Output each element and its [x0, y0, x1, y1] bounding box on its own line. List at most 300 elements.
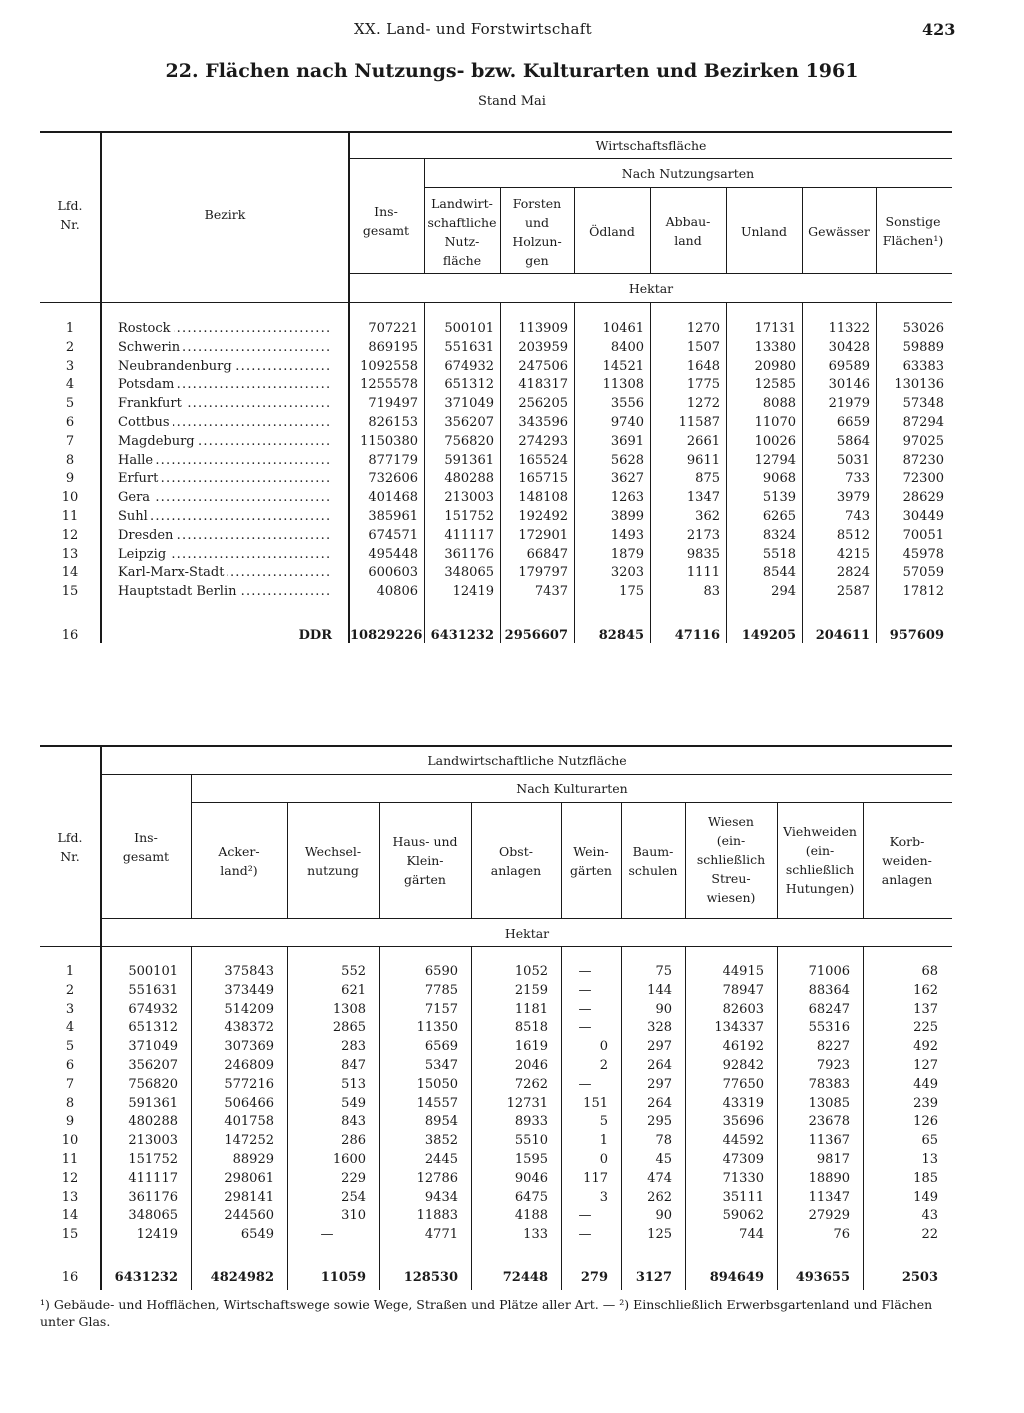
footnotes: ¹) Gebäude- und Hofflächen, Wirtschaftswege sowie Wege, Straßen und Plätze aller Art. — ²) Einschließlich Erwerbsgartenland und Flächen unter Glas.: [40, 1297, 933, 1329]
t1-cell: 8512: [836, 527, 870, 543]
t2-total-cell: 6431232: [114, 1270, 178, 1285]
t2-cell: 13085: [808, 1095, 850, 1111]
t1-total-nr: 16: [61, 628, 79, 643]
t1-cell: 213003: [444, 490, 494, 506]
t1-row-bezirk: [118, 526, 332, 545]
t1-row-nr: 15: [61, 584, 79, 600]
t1-cell: 87230: [902, 452, 944, 468]
t2-cell: 264: [647, 1058, 672, 1073]
t2-cell: 78383: [808, 1076, 850, 1092]
t1-cell: 294: [771, 584, 796, 600]
t1-bezirk-name: Rostock: [118, 321, 174, 336]
t1-row-nr: 1: [65, 321, 75, 336]
t1-cell: 165524: [518, 452, 568, 468]
t1-cell: 69589: [828, 358, 870, 374]
t1-col-rule: [500, 187, 501, 273]
t1-cell: 826153: [368, 415, 418, 430]
t2-cell: 286: [341, 1133, 366, 1149]
t1-cell: 5031: [836, 452, 870, 468]
t2-col-header: Wechsel- nutzung: [304, 844, 362, 878]
t1-cell: 30428: [828, 339, 870, 355]
t2-cell: 90: [655, 1001, 672, 1017]
t1-cell: 6659: [836, 415, 870, 430]
t1-col-rule: [876, 303, 877, 643]
t1-col-rule: [726, 303, 727, 643]
t2-col-header: Obst- anlagen: [490, 844, 542, 878]
t2-row-nr: 12: [61, 1170, 79, 1186]
t2-cell: 744: [739, 1227, 764, 1243]
t2-cell: 213003: [128, 1133, 178, 1149]
t1-cell: 591361: [444, 452, 494, 468]
t2-row-nr: 7: [65, 1076, 75, 1092]
t1-col-header: Landwirt- schaftliche Nutz- fläche: [427, 196, 497, 268]
t1-cell: 877179: [368, 452, 418, 468]
t1-col-header: Ins- gesamt: [362, 204, 410, 238]
t2-cell: 8518: [514, 1020, 548, 1036]
t1-cell: 1270: [686, 321, 720, 336]
t1-total-cell: 204611: [815, 628, 870, 643]
t1-header-lfd-nr: Lfd. Nr.: [57, 198, 83, 232]
t1-cell: 348065: [444, 565, 494, 581]
t2-cell: 11350: [416, 1020, 458, 1036]
t2-cell: 371049: [128, 1039, 178, 1055]
t1-cell: 130136: [894, 377, 944, 393]
t2-row-nr: 10: [61, 1133, 79, 1149]
t2-cell: 82603: [722, 1001, 764, 1017]
t2-cell: 298141: [224, 1189, 274, 1205]
t1-cell: 875: [695, 471, 720, 487]
t2-cell: —: [578, 964, 592, 979]
t1-bezirk-name: Hauptstadt Berlin: [118, 584, 239, 599]
t1-row-nr: 8: [65, 452, 75, 468]
t2-cell: 151752: [128, 1152, 178, 1167]
t1-cell: 28629: [902, 490, 944, 506]
t1-cell: 165715: [518, 471, 568, 487]
t2-cell: 11883: [416, 1208, 458, 1224]
t2-cell: 411117: [128, 1170, 178, 1186]
t2-total-cell: 72448: [502, 1270, 548, 1285]
t1-row-bezirk: [118, 413, 332, 432]
t2-col-header: Viehweiden (ein- schließlich Hutungen): [783, 824, 857, 896]
t2-col-header: Wein- gärten: [570, 844, 612, 878]
t2-cell: 7785: [424, 982, 458, 998]
t2-cell: 7157: [424, 1001, 458, 1017]
t1-cell: 371049: [444, 396, 494, 412]
t1-cell: 707221: [368, 321, 418, 336]
t2-total-cell: 2503: [901, 1270, 938, 1285]
t1-col-rule: [650, 187, 651, 273]
t2-cell: 674932: [128, 1001, 178, 1017]
page-title: 22. Flächen nach Nutzungs- bzw. Kulturarten und Bezirken 1961: [165, 60, 859, 82]
t1-cell: 57059: [902, 565, 944, 581]
t2-cell: 71330: [722, 1170, 764, 1186]
t1-cell: 495448: [368, 546, 418, 562]
t1-cell: 70051: [902, 527, 944, 543]
t1-cell: 9611: [686, 452, 720, 468]
t2-cell: 492: [913, 1039, 938, 1055]
t2-cell: 65: [921, 1133, 938, 1149]
t2-row-nr: 9: [65, 1114, 75, 1130]
t2-cell: 591361: [128, 1095, 178, 1111]
t2-row-nr: 14: [61, 1208, 79, 1224]
t2-cell: 506466: [224, 1095, 274, 1111]
t2-cell: —: [578, 1020, 592, 1036]
t1-bezirk-name: Cottbus: [118, 415, 173, 430]
t2-col-header: Ins- gesamt: [122, 830, 170, 864]
t1-cell: 40806: [376, 584, 418, 600]
t2-cell: 514209: [224, 1001, 274, 1017]
t2-cell: 92842: [722, 1058, 764, 1073]
t2-cell: 8933: [514, 1114, 548, 1130]
t1-cell: 8400: [610, 339, 644, 355]
t1-cell: 11587: [678, 415, 720, 430]
t1-bezirk-name: Erfurt: [118, 471, 161, 486]
t2-cell: 8227: [816, 1039, 850, 1055]
t1-row-nr: 7: [65, 433, 75, 449]
t2-cell: 246809: [224, 1058, 274, 1073]
t1-cell: 2587: [836, 584, 870, 600]
t1-cell: 2661: [686, 433, 720, 449]
t2-cell: 88929: [232, 1152, 274, 1167]
t1-cell: 63383: [902, 358, 944, 374]
t2-cell: 356207: [128, 1058, 178, 1073]
t2-cell: 0: [599, 1152, 608, 1167]
t2-cell: 513: [341, 1076, 366, 1092]
t1-bezirk-name: Neubrandenburg: [118, 359, 235, 374]
t2-row-nr: 15: [61, 1227, 79, 1243]
t2-cell: 68: [921, 964, 938, 979]
t2-cell: 297: [647, 1076, 672, 1092]
t1-row-nr: 5: [65, 396, 75, 412]
t2-row-nr: 4: [65, 1020, 75, 1036]
t1-cell: 10461: [602, 321, 644, 336]
t2-row-nr: 1: [65, 964, 75, 979]
t1-total-cell: 2956607: [504, 628, 568, 643]
t2-cell: 3852: [424, 1133, 458, 1149]
t2-total-cell: 493655: [795, 1270, 850, 1285]
t2-cell: 551631: [128, 982, 178, 998]
t1-cell: 5139: [762, 490, 796, 506]
t1-col-header: Sonstige Flächen¹): [882, 214, 944, 248]
t1-cell: 1507: [686, 339, 720, 355]
t2-cell: —: [578, 982, 592, 998]
t1-col-header: Gewässer: [808, 224, 870, 239]
t2-cell: 27929: [808, 1208, 850, 1224]
t2-cell: 12786: [416, 1170, 458, 1186]
t1-cell: 30449: [902, 509, 944, 524]
t1-row-nr: 4: [65, 377, 75, 393]
t2-cell: 68247: [808, 1001, 850, 1017]
t1-cell: 2173: [686, 527, 720, 543]
t2-cell: 149: [913, 1189, 938, 1205]
t1-cell: 7437: [534, 584, 568, 600]
t2-cell: 297: [647, 1039, 672, 1055]
t1-row-bezirk: [118, 319, 332, 338]
t2-cell: 2445: [424, 1152, 458, 1167]
t1-cell: 172901: [518, 527, 568, 543]
t1-cell: 9835: [686, 546, 720, 562]
t2-cell: 9046: [514, 1170, 548, 1186]
t1-cell: 551631: [444, 339, 494, 355]
t2-cell: 254: [341, 1189, 366, 1205]
t1-cell: 192492: [518, 509, 568, 524]
t2-cell: 5510: [514, 1133, 548, 1149]
t2-cell: 2159: [514, 982, 548, 998]
t2-cell: 756820: [128, 1076, 178, 1092]
t2-cell: 549: [341, 1095, 366, 1111]
t1-total-cell: 6431232: [430, 628, 494, 643]
t1-header-bezirk: Bezirk: [204, 207, 246, 222]
t2-cell: 577216: [224, 1076, 274, 1092]
t1-bezirk-name: Schwerin: [118, 340, 183, 355]
t1-bezirk-name: Potsdam: [118, 377, 177, 392]
t1-row-nr: 12: [61, 527, 79, 543]
t2-cell: 1600: [332, 1152, 366, 1167]
t1-row-bezirk: [118, 582, 332, 601]
t1-cell: 600603: [368, 565, 418, 581]
t2-cell: 46192: [722, 1039, 764, 1055]
t1-row-nr: 6: [65, 415, 75, 430]
t2-row-nr: 2: [65, 982, 75, 998]
t2-row-nr: 11: [61, 1152, 79, 1167]
t2-cell: 11347: [808, 1189, 850, 1205]
t1-row-bezirk: [118, 507, 332, 526]
page-number: 423: [922, 20, 956, 39]
t2-cell: 151: [583, 1095, 608, 1111]
t1-header-subgroup: Nach Nutzungsarten: [621, 166, 755, 181]
t2-cell: 137: [913, 1001, 938, 1017]
t2-header-unit: Hektar: [504, 926, 550, 941]
t1-cell: 418317: [518, 377, 568, 393]
t2-row-nr: 5: [65, 1039, 75, 1055]
t1-col-rule: [424, 158, 425, 273]
t2-row-nr: 8: [65, 1095, 75, 1111]
t2-cell: 438372: [224, 1020, 274, 1036]
t2-header-lfd-nr: Lfd. Nr.: [57, 830, 83, 864]
t1-col-rule: [876, 187, 877, 273]
t2-cell: 185: [913, 1170, 938, 1186]
t1-cell: 674571: [368, 527, 418, 543]
t2-col-header: Wiesen (ein- schließlich Streu- wiesen): [696, 814, 766, 905]
t1-cell: 10026: [754, 433, 796, 449]
t2-cell: 3: [599, 1189, 608, 1205]
t1-total-cell: 47116: [674, 628, 720, 643]
t1-bezirk-name: Suhl: [118, 509, 151, 524]
t2-cell: 14557: [416, 1095, 458, 1111]
t1-row-nr: 13: [61, 546, 79, 562]
t2-cell: 127: [913, 1058, 938, 1073]
t2-cell: 6549: [240, 1227, 274, 1243]
t2-cell: 22: [921, 1227, 938, 1243]
t2-cell: 373449: [224, 982, 274, 998]
t2-cell: 7923: [816, 1058, 850, 1073]
t1-cell: 1879: [610, 546, 644, 562]
t2-cell: 348065: [128, 1208, 178, 1224]
t2-cell: —: [578, 1001, 592, 1017]
t2-cell: 6590: [424, 964, 458, 979]
t2-cell: 147252: [224, 1133, 274, 1149]
t1-cell: 719497: [368, 396, 418, 412]
t1-cell: 72300: [902, 471, 944, 487]
t2-cell: 76: [833, 1227, 850, 1243]
t1-col-header: Unland: [740, 224, 788, 239]
t1-bezirk-name: Dresden: [118, 528, 176, 543]
t1-cell: 21979: [828, 396, 870, 412]
t2-cell: 9434: [424, 1189, 458, 1205]
t2-cell: 4188: [514, 1208, 548, 1224]
t1-cell: 401468: [368, 490, 418, 506]
t1-cell: 732606: [368, 471, 418, 487]
t2-cell: 449: [913, 1076, 938, 1092]
t2-total-cell: 4824982: [210, 1270, 274, 1285]
t2-cell: 44592: [722, 1133, 764, 1149]
t1-col-rule: [424, 303, 425, 643]
t1-total-name: DDR: [298, 628, 332, 643]
t1-cell: 8088: [762, 396, 796, 412]
t1-cell: 20980: [754, 358, 796, 374]
t2-cell: 126: [913, 1114, 938, 1130]
t1-cell: 148108: [518, 490, 568, 506]
t2-cell: 225: [913, 1020, 938, 1036]
t1-cell: 12794: [754, 452, 796, 468]
page-subtitle: Stand Mai: [478, 94, 546, 109]
t2-cell: 239: [913, 1095, 938, 1111]
t1-cell: 869195: [368, 339, 418, 355]
t2-cell: 283: [341, 1039, 366, 1055]
t2-cell: 11367: [808, 1133, 850, 1149]
t1-col-rule: [726, 187, 727, 273]
t2-cell: 162: [913, 982, 938, 998]
t1-row-bezirk: [118, 488, 332, 507]
t2-cell: 401758: [224, 1114, 274, 1130]
t2-cell: 480288: [128, 1114, 178, 1130]
t2-cell: 262: [647, 1189, 672, 1205]
t2-cell: 651312: [128, 1020, 178, 1036]
t2-cell: 44915: [722, 964, 764, 979]
t1-cell: 5864: [836, 433, 870, 449]
t1-cell: 9740: [610, 415, 644, 430]
t2-cell: 307369: [224, 1039, 274, 1055]
t2-cell: 88364: [808, 982, 850, 998]
t1-row-bezirk: [118, 357, 332, 376]
t1-cell: 1263: [610, 490, 644, 506]
t1-col-rule: [574, 303, 575, 643]
t1-cell: 83: [703, 584, 720, 600]
t2-header-group: Landwirtschaftliche Nutzfläche: [427, 753, 627, 768]
t1-cell: 411117: [444, 527, 494, 543]
t1-col-rule: [802, 303, 803, 643]
t2-cell: 78: [655, 1133, 672, 1149]
t2-col-header: Acker- land²): [218, 844, 260, 878]
t1-col-header: Abbau- land: [665, 214, 711, 248]
t1-cell: 247506: [518, 358, 568, 374]
t1-cell: 17812: [902, 584, 944, 600]
t1-header-group: Wirtschaftsfläche: [595, 138, 707, 153]
t2-cell: 9817: [816, 1152, 850, 1167]
t1-cell: 1092558: [360, 358, 418, 374]
t1-cell: 13380: [754, 339, 796, 355]
t2-cell: 244560: [224, 1208, 274, 1224]
t1-cell: 361176: [444, 546, 494, 562]
t1-cell: 743: [845, 509, 870, 524]
t2-total-cell: 279: [580, 1270, 608, 1285]
t1-row-bezirk: [118, 451, 332, 470]
t2-cell: 4771: [424, 1227, 458, 1243]
t2-cell: 1: [599, 1133, 608, 1149]
t1-cell: 1775: [686, 377, 720, 393]
t1-cell: 3691: [610, 433, 644, 449]
t2-cell: 59062: [722, 1208, 764, 1224]
t2-row-nr: 6: [65, 1058, 75, 1073]
t1-cell: 343596: [518, 415, 568, 430]
t2-cell: 310: [341, 1208, 366, 1224]
t2-cell: 328: [647, 1020, 672, 1036]
t2-cell: 5347: [424, 1058, 458, 1073]
t1-col-header: Forsten und Holzun- gen: [512, 196, 562, 268]
t1-bezirk-name: Gera: [118, 490, 153, 505]
t1-cell: 733: [845, 471, 870, 487]
t1-cell: 12419: [452, 584, 494, 600]
t2-total-cell: 3127: [635, 1270, 672, 1285]
t1-cell: 385961: [368, 509, 418, 524]
t1-cell: 175: [619, 584, 644, 600]
t1-cell: 45978: [902, 546, 944, 562]
t1-cell: 674932: [444, 358, 494, 374]
t2-cell: 18890: [808, 1170, 850, 1186]
t1-cell: 9068: [762, 471, 796, 487]
t1-cell: 3899: [610, 509, 644, 524]
t1-row-nr: 9: [65, 471, 75, 487]
t1-cell: 1648: [686, 358, 720, 374]
t2-cell: 35111: [722, 1189, 764, 1205]
t1-cell: 3203: [610, 565, 644, 581]
t1-cell: 3979: [836, 490, 870, 506]
t1-row-nr: 14: [61, 565, 79, 581]
t1-cell: 1493: [610, 527, 644, 543]
t1-cell: 651312: [444, 377, 494, 393]
t2-cell: 2046: [514, 1058, 548, 1073]
t2-cell: 229: [341, 1170, 366, 1186]
t2-cell: 134337: [714, 1020, 764, 1036]
t2-cell: 264: [647, 1095, 672, 1111]
t1-cell: 66847: [526, 546, 568, 562]
t2-total-cell: 11059: [320, 1270, 366, 1285]
t2-cell: 375843: [224, 964, 274, 979]
t1-col-rule: [802, 187, 803, 273]
t2-total-nr: 16: [61, 1270, 79, 1285]
t1-cell: 8324: [762, 527, 796, 543]
t1-cell: 5628: [610, 452, 644, 468]
t1-bezirk-name: Leipzig: [118, 547, 169, 562]
t1-cell: 1272: [686, 396, 720, 412]
t2-total-cell: 128530: [403, 1270, 458, 1285]
t1-cell: 480288: [444, 471, 494, 487]
t1-cell: 59889: [902, 339, 944, 355]
t2-total-cell: 894649: [709, 1270, 764, 1285]
t1-total-cell: 10829226: [350, 628, 423, 643]
t1-row-bezirk: [118, 432, 332, 451]
t2-cell: 295: [647, 1114, 672, 1130]
t2-row-nr: 13: [61, 1189, 79, 1205]
t2-cell: 361176: [128, 1189, 178, 1205]
t1-total-cell: 82845: [598, 628, 644, 643]
t1-total-cell: 149205: [741, 628, 796, 643]
t1-cell: 151752: [444, 509, 494, 524]
t2-cell: 133: [523, 1227, 548, 1243]
t2-cell: 500101: [128, 964, 178, 979]
t1-cell: 87294: [902, 415, 944, 430]
t1-row-bezirk: [118, 375, 332, 394]
